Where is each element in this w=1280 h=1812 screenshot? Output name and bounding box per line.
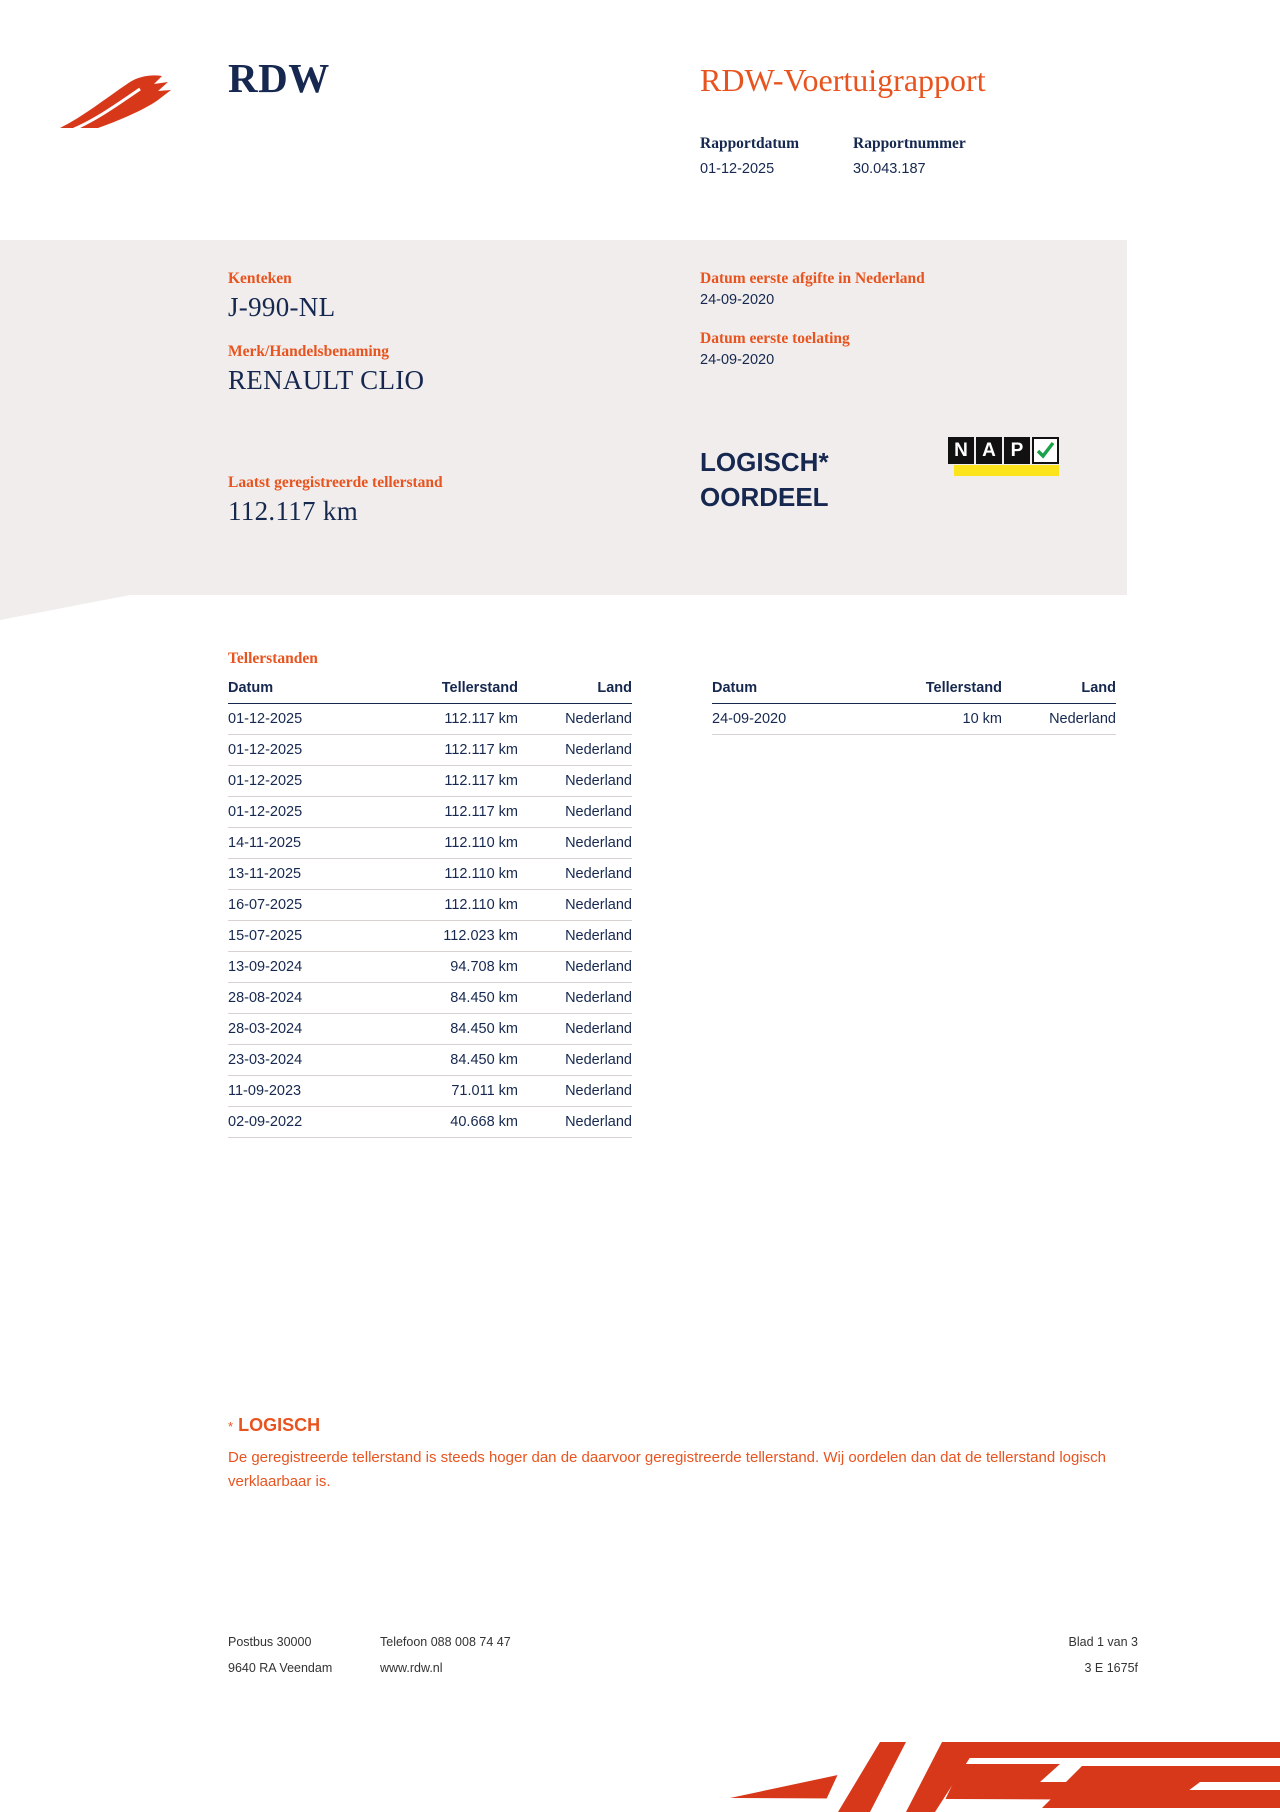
nap-letters bbox=[948, 437, 1030, 464]
verdict-line-1: LOGISCH* bbox=[700, 447, 829, 477]
cell-tellerstand: 112.023 km bbox=[378, 921, 518, 952]
nap-letter-a: A bbox=[976, 437, 1002, 464]
odometer-table-right bbox=[712, 676, 1116, 735]
checkmark-icon bbox=[1032, 437, 1059, 464]
footnote-title-text: LOGISCH bbox=[238, 1415, 321, 1435]
table-row bbox=[228, 890, 632, 921]
cell-datum: 24-09-2020 bbox=[712, 704, 862, 735]
cell-land: Nederland bbox=[1002, 704, 1116, 735]
cell-land: Nederland bbox=[518, 890, 632, 921]
report-meta bbox=[700, 135, 1073, 177]
footnote-body: De geregistreerde tellerstand is steeds hoger dan de daarvoor geregistreerde tellerstand. Wij oordelen dan dat de tellerstand logisch verklaarbaar is. bbox=[228, 1449, 1107, 1490]
last-odometer-label: Laatst geregistreerde tellerstand bbox=[228, 474, 443, 491]
footer-row-2 bbox=[228, 1661, 1138, 1675]
panel-corner-notch bbox=[0, 595, 130, 620]
table-row bbox=[228, 1045, 632, 1076]
table-row bbox=[228, 735, 632, 766]
table-row bbox=[712, 704, 1116, 735]
table-row bbox=[228, 859, 632, 890]
cell-datum: 23-03-2024 bbox=[228, 1045, 378, 1076]
table-row bbox=[228, 952, 632, 983]
nap-letter-p: P bbox=[1004, 437, 1030, 464]
table-row bbox=[228, 766, 632, 797]
column-header-land: Land bbox=[1002, 676, 1116, 704]
verdict-line-2: OORDEEL bbox=[700, 482, 829, 513]
table-row bbox=[228, 797, 632, 828]
table-row bbox=[228, 1107, 632, 1138]
footnote-star: * bbox=[228, 1419, 234, 1434]
report-number-block bbox=[853, 135, 1073, 177]
cell-tellerstand: 112.110 km bbox=[378, 828, 518, 859]
cell-tellerstand: 10 km bbox=[862, 704, 1002, 735]
footer-phone: Telefoon 088 008 74 47 bbox=[380, 1635, 511, 1649]
cell-datum: 13-11-2025 bbox=[228, 859, 378, 890]
last-odometer-block bbox=[228, 474, 628, 527]
cell-datum: 16-07-2025 bbox=[228, 890, 378, 921]
vehicle-dates-block bbox=[700, 270, 1100, 390]
footer-postbus: Postbus 30000 bbox=[228, 1635, 312, 1649]
cell-datum: 11-09-2023 bbox=[228, 1076, 378, 1107]
footnote-title bbox=[228, 1415, 1138, 1436]
cell-land: Nederland bbox=[518, 1107, 632, 1138]
column-header-datum: Datum bbox=[712, 676, 862, 704]
cell-land: Nederland bbox=[518, 797, 632, 828]
column-header-datum: Datum bbox=[228, 676, 378, 704]
cell-tellerstand: 112.117 km bbox=[378, 797, 518, 828]
first-issue-nl-value: 24-09-2020 bbox=[700, 292, 775, 308]
cell-land: Nederland bbox=[518, 921, 632, 952]
brand-value: RENAULT CLIO bbox=[228, 365, 425, 395]
nap-yellow-bar bbox=[954, 465, 1059, 476]
cell-datum: 02-09-2022 bbox=[228, 1107, 378, 1138]
column-header-tellerstand: Tellerstand bbox=[378, 676, 518, 704]
cell-datum: 01-12-2025 bbox=[228, 766, 378, 797]
cell-tellerstand: 112.110 km bbox=[378, 859, 518, 890]
rdw-logo-icon bbox=[58, 72, 188, 134]
footer-page-number: Blad 1 van 3 bbox=[1068, 1635, 1138, 1649]
cell-land: Nederland bbox=[518, 1076, 632, 1107]
column-header-land: Land bbox=[518, 676, 632, 704]
nap-badge bbox=[948, 437, 1064, 477]
footer-city: 9640 RA Veendam bbox=[228, 1661, 333, 1675]
cell-datum: 28-08-2024 bbox=[228, 983, 378, 1014]
nap-letter-n: N bbox=[948, 437, 974, 464]
report-date-label: Rapportdatum bbox=[700, 135, 800, 152]
table-row bbox=[228, 983, 632, 1014]
document-footer bbox=[228, 1635, 1138, 1687]
footer-doc-reference: 3 E 1675f bbox=[1084, 1661, 1138, 1675]
cell-land: Nederland bbox=[518, 704, 632, 735]
last-odometer-value: 112.117 km bbox=[228, 496, 358, 526]
table-row bbox=[228, 1076, 632, 1107]
cell-datum: 01-12-2025 bbox=[228, 735, 378, 766]
table-row bbox=[228, 704, 632, 735]
cell-tellerstand: 84.450 km bbox=[378, 983, 518, 1014]
odometer-right-body bbox=[712, 704, 1116, 735]
cell-tellerstand: 112.117 km bbox=[378, 704, 518, 735]
first-issue-nl-label: Datum eerste afgifte in Nederland bbox=[700, 270, 925, 287]
column-header-tellerstand: Tellerstand bbox=[862, 676, 1002, 704]
cell-tellerstand: 84.450 km bbox=[378, 1045, 518, 1076]
cell-tellerstand: 71.011 km bbox=[378, 1076, 518, 1107]
cell-datum: 28-03-2024 bbox=[228, 1014, 378, 1045]
report-title: RDW-Voertuigrapport bbox=[700, 62, 986, 98]
footer-website[interactable]: www.rdw.nl bbox=[380, 1661, 443, 1675]
brand-label: Merk/Handelsbenaming bbox=[228, 343, 390, 360]
document-header bbox=[0, 0, 1280, 238]
cell-land: Nederland bbox=[518, 983, 632, 1014]
license-label: Kenteken bbox=[228, 270, 292, 287]
cell-datum: 01-12-2025 bbox=[228, 797, 378, 828]
cell-tellerstand: 94.708 km bbox=[378, 952, 518, 983]
cell-tellerstand: 112.117 km bbox=[378, 766, 518, 797]
report-date-block bbox=[700, 135, 853, 177]
cell-datum: 15-07-2025 bbox=[228, 921, 378, 952]
rdw-wordmark: RDW bbox=[228, 55, 330, 101]
cell-tellerstand: 84.450 km bbox=[378, 1014, 518, 1045]
odometer-table-left bbox=[228, 676, 632, 1138]
report-date-value: 01-12-2025 bbox=[700, 161, 775, 177]
cell-land: Nederland bbox=[518, 1014, 632, 1045]
verdict-block bbox=[700, 445, 829, 515]
odometer-left-body bbox=[228, 704, 632, 1138]
cell-land: Nederland bbox=[518, 1045, 632, 1076]
cell-tellerstand: 40.668 km bbox=[378, 1107, 518, 1138]
vehicle-identity-block bbox=[228, 270, 628, 547]
first-admission-value: 24-09-2020 bbox=[700, 352, 775, 368]
cell-land: Nederland bbox=[518, 859, 632, 890]
cell-datum: 01-12-2025 bbox=[228, 704, 378, 735]
cell-land: Nederland bbox=[518, 952, 632, 983]
license-value: J-990-NL bbox=[228, 292, 336, 322]
cell-tellerstand: 112.110 km bbox=[378, 890, 518, 921]
cell-datum: 14-11-2025 bbox=[228, 828, 378, 859]
table-header-row bbox=[228, 676, 632, 704]
footnote-block bbox=[228, 1415, 1138, 1494]
table-row bbox=[228, 828, 632, 859]
table-header-row bbox=[712, 676, 1116, 704]
cell-datum: 13-09-2024 bbox=[228, 952, 378, 983]
cell-land: Nederland bbox=[518, 766, 632, 797]
cell-land: Nederland bbox=[518, 735, 632, 766]
footer-row-1 bbox=[228, 1635, 1138, 1649]
cell-tellerstand: 112.117 km bbox=[378, 735, 518, 766]
report-number-value: 30.043.187 bbox=[853, 161, 926, 177]
odometer-section-title: Tellerstanden bbox=[228, 650, 318, 667]
table-row bbox=[228, 1014, 632, 1045]
report-number-label: Rapportnummer bbox=[853, 135, 966, 152]
cell-land: Nederland bbox=[518, 828, 632, 859]
first-admission-label: Datum eerste toelating bbox=[700, 330, 850, 347]
table-row bbox=[228, 921, 632, 952]
footer-decoration-icon bbox=[730, 1742, 1280, 1812]
